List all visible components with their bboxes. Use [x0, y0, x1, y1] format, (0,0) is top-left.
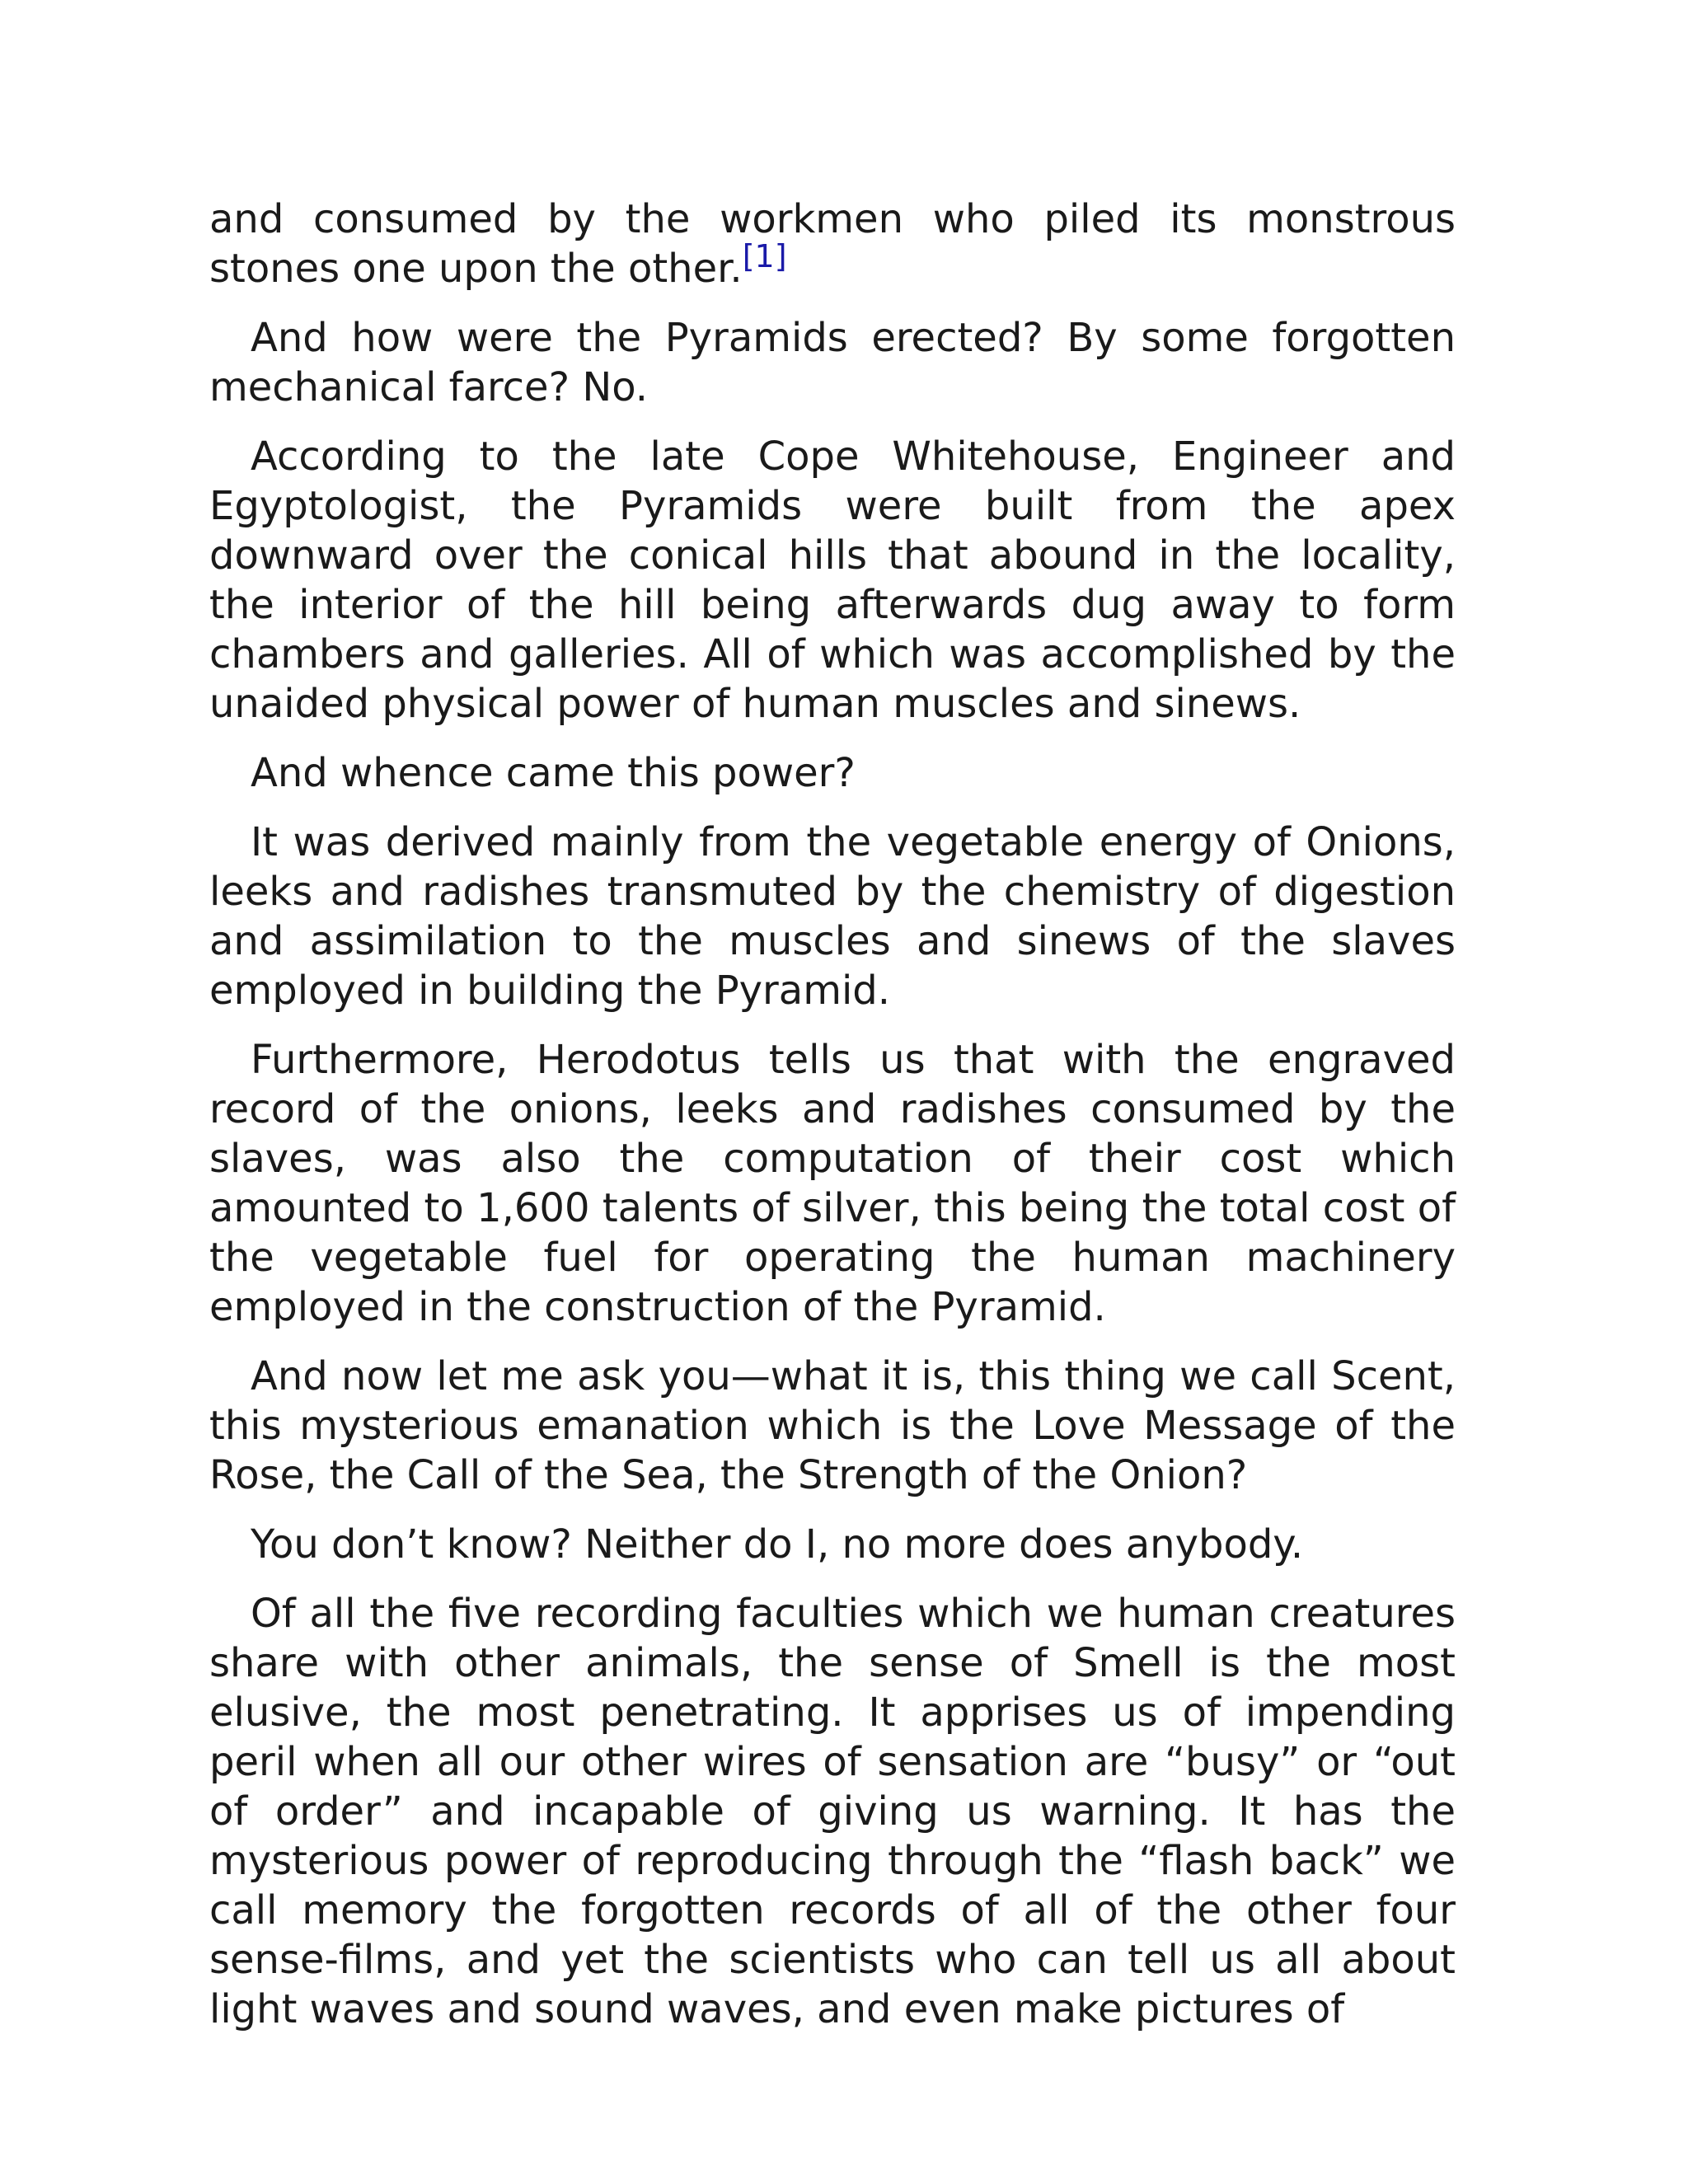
paragraph-2: And how were the Pyramids erected? By some forgotten mechanical farce? No. [209, 315, 1456, 410]
book-page-text [209, 194, 1456, 2054]
paragraph-1-text: and consumed by the workmen who piled its monstrous stones one upon the other. [209, 196, 1456, 292]
paragraph-3: According to the late Cope Whitehouse, Engineer and Egyptologist, the Pyramids were built from the apex downward over the conical hills that abound in the locality, the interior of the hill being afterwards dug away to form chambers and galleries. All of which was accomplished by the unaided physical power of human muscles and sinews. [209, 434, 1456, 727]
paragraph-6: Furthermore, Herodotus tells us that with the engraved record of the onions, leeks and radishes consumed by the slaves, was also the computation of their cost which amounted to 1,600 talents of silver, this being the total cost of the vegetable fuel for operating the human machinery employed in the construction of the Pyramid. [209, 1037, 1456, 1330]
paragraph-4: And whence came this power? [251, 750, 856, 796]
paragraph-5: It was derived mainly from the vegetable energy of Onions, leeks and radishes transmuted by the chemistry of digestion and assimilation to the muscles and sinews of the slaves employed in building the Pyramid. [209, 819, 1456, 1014]
paragraph-8: You don’t know? Neither do I, no more does anybody. [251, 1521, 1304, 1568]
paragraph-1 [209, 194, 1456, 293]
footnote-1-link[interactable]: [1] [742, 238, 787, 274]
paragraph-9: Of all the five recording faculties which we human creatures share with other animals, the sense of Smell is the most elusive, the most penetrating. It apprises us of impending peril when all our other wires of sensation are “busy” or “out of order” and incapable of giving us warning. It has the mysterious power of reproducing through the “flash back” we call memory the forgotten records of all of the other four sense-films, and yet the scientists who can tell us all about light waves and sound waves, and even make pictures of [209, 1591, 1456, 2032]
paragraph-7: And now let me ask you—what it is, this thing we call Scent, this mysterious emanation which is the Love Message of the Rose, the Call of the Sea, the Strength of the Onion? [209, 1353, 1456, 1498]
